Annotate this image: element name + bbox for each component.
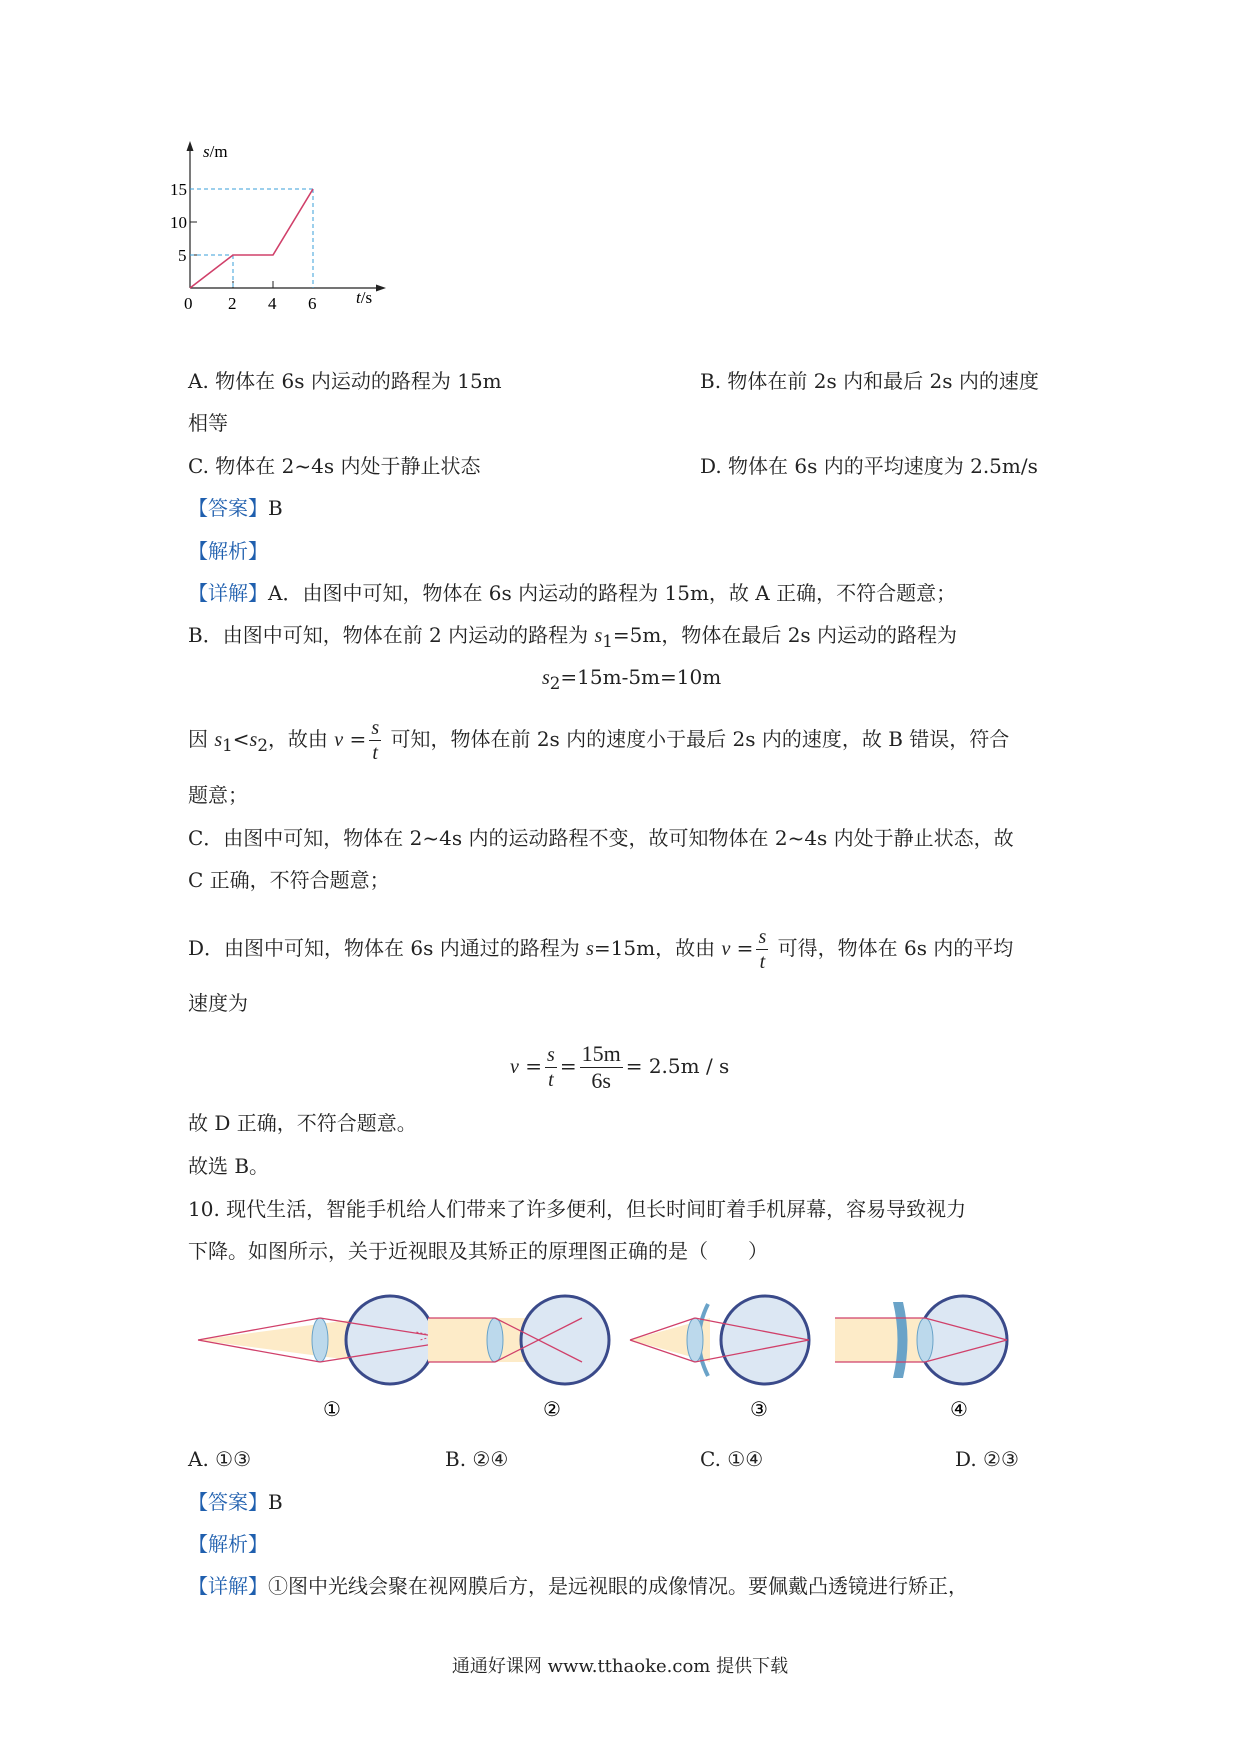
q10-option-b: B. ②④ [445, 1447, 509, 1471]
x-tick-6: 6 [308, 294, 317, 313]
eye-diagram-3 [630, 1296, 809, 1384]
x-axis-arrow [376, 285, 386, 292]
eye-diagram-4 [835, 1296, 1007, 1384]
q9-detail-c-line2: C 正确，不符合题意； [188, 868, 390, 892]
q9-choose: 故选 B。 [188, 1154, 270, 1178]
fig-label-2: ② [543, 1399, 561, 1421]
q9-detail-b-line2: 因 $s_1<s_2$，故由 v = $\frac{s}{t}$ 可知，物体在前 2s 内的速度小于最后 2s 内的速度，故 B 错误，符合 [188, 717, 1010, 764]
q9-option-b: B. 物体在前 2s 内和最后 2s 内的速度 [700, 369, 1039, 393]
x-axis-label: t/s [356, 288, 373, 307]
s-t-line [190, 189, 313, 288]
fig-label-4: ④ [950, 1399, 968, 1421]
v-equals-s-over-t: $\frac{s}{t}$ [371, 717, 380, 764]
q9-detail-d-line2: 速度为 [188, 991, 248, 1015]
eye-diagram-2 [428, 1296, 609, 1384]
q9-option-a: A. 物体在 6s 内运动的路程为 15m [188, 369, 502, 393]
q9-detail-c-line1: C．由图中可知，物体在 2~4s 内的运动路程不变，故可知物体在 2~4s 内处于静止状态，故 [188, 826, 1014, 850]
y-axis-arrow [187, 141, 194, 151]
q10-detail-1: 【详解】①图中光线会聚在视网膜后方，是远视眼的成像情况。要佩戴凸透镜进行矫正， [188, 1574, 968, 1598]
q9-detail-a: 【详解】A．由图中可知，物体在 6s 内运动的路程为 15m，故 A 正确，不符合题意； [188, 581, 957, 605]
q9-answer: 【答案】B [188, 496, 283, 520]
q10-answer: 【答案】B [188, 1490, 283, 1514]
q10-stem-line2: 下降。如图所示，关于近视眼及其矫正的原理图正确的是（ ） [188, 1239, 768, 1263]
x-tick-4: 4 [268, 294, 277, 313]
q9-analysis-tag: 【解析】 [188, 539, 268, 563]
x-tick-2: 2 [228, 294, 237, 313]
y-tick-5: 5 [178, 246, 187, 265]
q10-stem-line1: 10. 现代生活，智能手机给人们带来了许多便利，但长时间盯着手机屏幕，容易导致视力 [188, 1197, 967, 1221]
q9-detail-d-conclusion: 故 D 正确，不符合题意。 [188, 1111, 417, 1135]
fig-label-1: ① [323, 1399, 341, 1421]
y-axis-label: s/m [203, 142, 228, 161]
q9-detail-b-line3: 题意； [188, 783, 248, 807]
q10-option-d: D. ②③ [955, 1447, 1019, 1471]
eye-diagrams [190, 1282, 1050, 1422]
q10-option-a: A. ①③ [188, 1447, 252, 1471]
q9-detail-d-eq: v = $\frac{s}{t}$ = $\frac{15m}{6s}$ = 2.5m / s [510, 1041, 730, 1093]
q9-option-b-cont: 相等 [188, 411, 228, 435]
answer-tag: 【答案】 [188, 496, 268, 520]
fig-label-3: ③ [750, 1399, 768, 1421]
s-t-graph [170, 135, 440, 350]
x-tick-0: 0 [184, 294, 193, 313]
q10-option-c: C. ①④ [700, 1447, 764, 1471]
q9-detail-d-line1: D．由图中可知，物体在 6s 内通过的路程为 s=15m，故由 v = $\frac{s}{t}$ 可得，物体在 6s 内的平均 [188, 926, 1014, 973]
q9-option-d: D. 物体在 6s 内的平均速度为 2.5m/s [700, 454, 1038, 478]
y-tick-15: 15 [170, 180, 187, 199]
q9-detail-b-eq: $s_2=15m-5m=10m$ [542, 665, 722, 693]
eye-diagram-1 [198, 1296, 434, 1384]
y-tick-10: 10 [170, 213, 187, 232]
footer: 通通好课网 www.tthaoke.com 提供下载 [451, 1656, 789, 1677]
q10-analysis-tag: 【解析】 [188, 1532, 268, 1556]
q9-option-c: C. 物体在 2~4s 内处于静止状态 [188, 454, 481, 478]
q9-detail-b-line1: B．由图中可知，物体在前 2 内运动的路程为 $s_1=5m$，物体在最后 2s 内运动的路程为 [188, 623, 958, 651]
